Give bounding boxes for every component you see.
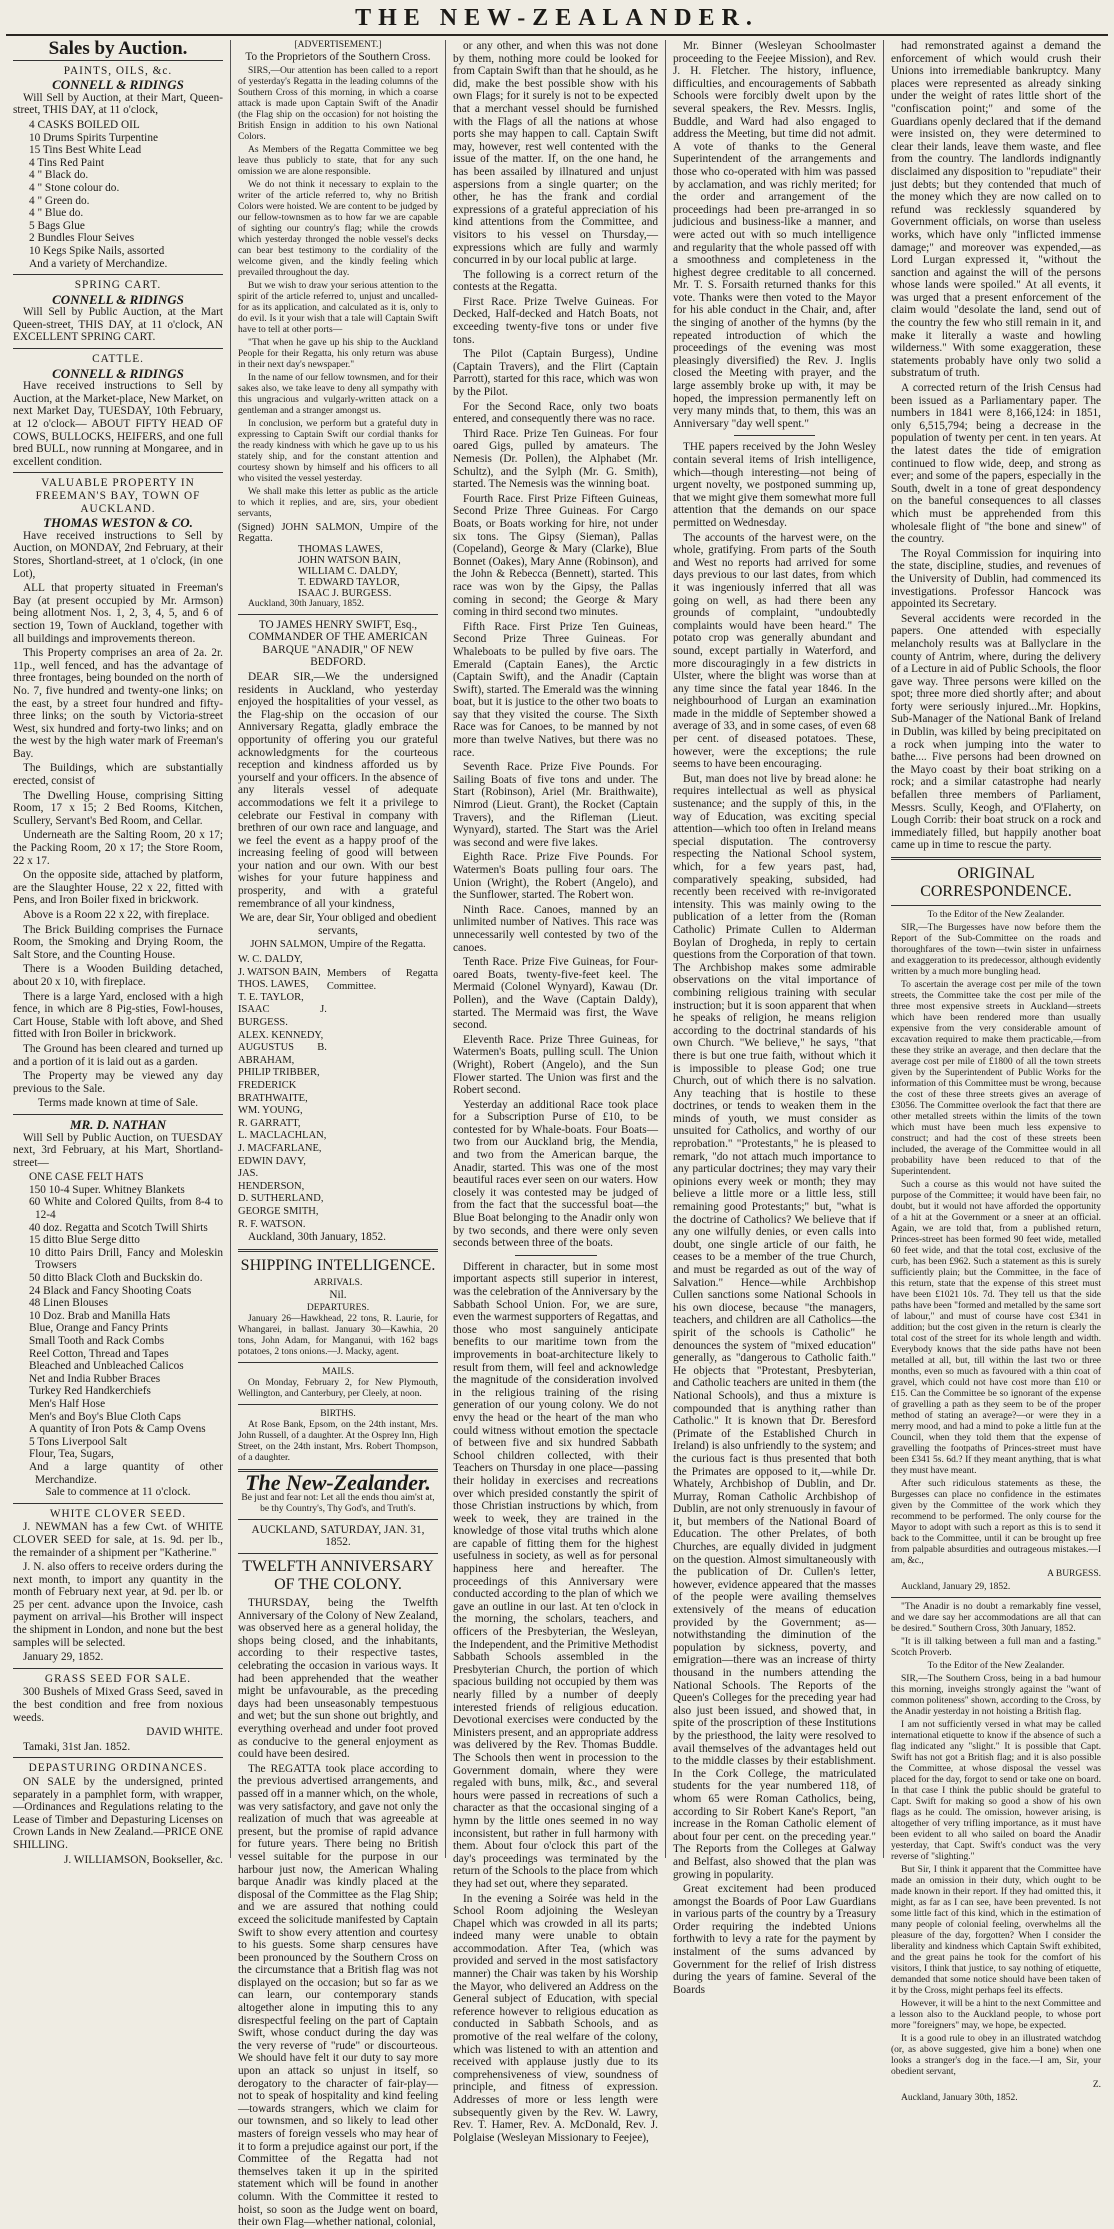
- article-paragraph: The accounts of the harvest were, on the whole, gratifying. From parts of the South and West no reports had arrived for some days previous to our last dates, from which it was ingeniously inferred that all was going on well, as had there been any grounds of complaint, "undoubtedly complaints would have been heard." The potato crop was generally abundant and sound, except partially in Waterford, and more discouragingly in a few districts in Ulster, where the blight was worse than at any time since the fatal year 1846. In the neighbourhood of Lurgan an examination made in the middle of September showed a average of 33, and in some cases, of even 68 per cent. of diseased potatoes. These, however, were the exceptions; the rule seems to have been encouraging.: [673, 531, 876, 771]
- divider: [13, 1114, 223, 1115]
- masthead: THE NEW-ZEALANDER.: [355, 5, 759, 31]
- committee-name: THOS. LAWES,: [238, 979, 309, 991]
- article-paragraph: THURSDAY, being the Twelfth Anniversary of the Colony of New Zealand, was observed here as a general holiday, the shops being closed, and the inhabitants, according to their respective tastes, celebrating the occasion in various ways. It had been apprehended that the weather might be unfavourable, as the preceding days had been unseasonably tempestuous and wet; but the sun shone out brightly, and everything overhead and under foot proved as conducive to the general enjoyment as could have been desired.: [238, 1597, 438, 1761]
- subheading: ARRIVALS.: [313, 1277, 363, 1288]
- letter-paragraph: In the name of our fellow townsmen, and for their sakes also, we take leave to deny all sympathy with this ungracious and vulgarly-written attack on a gentleman and a stranger amongst us.: [238, 372, 438, 416]
- ad-text: Have received instructions to Sell by Auction, at the Market-place, New Market, on next Market Day, TUESDAY, 10th February, at 12 o'clock— ABOUT FIFTY HEAD OF COWS, BULLOCKS, HEIFERS, and one full bred BULL, now running at Mongaree, and in excellent condition.: [13, 380, 223, 468]
- list-item: 48 Linen Blouses: [29, 1297, 109, 1310]
- ad-text: J. NEWMAN has a few Cwt. of WHITE CLOVER SEED for sale, at 1s. 9d. per lb., the remainder of a shipment per "Katherine.": [13, 1521, 223, 1559]
- divider: [238, 1553, 438, 1554]
- list-item: ONE CASE FELT HATS: [29, 1171, 144, 1184]
- article-paragraph: Different in character, but in some most important aspects still superior in interest, was the celebration of the Anniversary by the Sabbath School Union. For, we are sure, even the warmest supporters of Regattas, and those who most sanguinely anticipate benefits to our maritime town from the improvements in boat-architecture likely to result from them, will feel and acknowledge the magnitude of the consideration involved in the religious training of the rising generation of our young colony. We do not envy the head or the heart of the man who could witness without emotion the spectacle of between five and six hundred Sabbath School children collected, with their Teachers on Thursday in one place—passing their holiday in exercises and recreations over which presided constantly the spirit of those Christian instructions by which, from week to week, they are trained in the knowledge of those vital truths which alone are capable of fitting them for the highest usefulness in society, as well as for personal happiness here and hereafter. The proceedings of this Anniversary were conducted according to the plan of which we gave an outline in our last. At ten o'clock in the morning, the scholars, teachers, and officers of the Presbyterian, the Wesleyan, the Independent, and the Primitive Methodist Sabbath Schools assembled in the Presbyterian Church, the portion of which spacious building not occupied by them was nearly filled by a number of deeply interested friends of religious education. Devotional exercises were conducted by the Ministers present, and an appropriate address was delivered by the Rev. Thomas Buddle. The Schools then went in procession to the Government domain, where they were regaled with buns, milk, &c., and several hours were passed in recreations of such a character as that the occasional singing of a hymn by the little ones seemed in no way inconsistent, but rather in full harmony with them. About four o'clock this part of the day's proceedings was terminated by the return of the Schools to the place from which they had set out, where they separated.: [453, 1260, 658, 1890]
- ad-intro: Will Sell by Auction, at their Mart, Queen-street, THIS DAY, at 11 o'clock,: [13, 91, 223, 117]
- race-result: Fourth Race. First Prize Fifteen Guineas, Second Prize Three Guineas. For Cargo Boats, or Boats working for hire, not under six tons. The Gipsy (Sieman), Pallas (Copeland), George & Mary (Clarke), Blue Bonnet (Oakes), Mary Anne (Robinson), and the John & Rebecca (Bennett), started. This race was won by the Gipsy, the Pallas coming in second; the George & Mary coming in third second two minutes.: [453, 492, 658, 619]
- race-result: Eleventh Race. Prize Three Guineas, for Watermen's Boats, pulling scull. The Union (Wright), Robert (Angelo), and the Sun Flower started. The Union was first and the Robert second.: [453, 1033, 658, 1097]
- auctioneer: CONNELL & RIDINGS: [52, 291, 184, 307]
- ad-heading: CATTLE.: [92, 353, 144, 366]
- committee-name: T. E. TAYLOR,: [238, 991, 304, 1003]
- letter-date: Auckland, 30th January, 1852.: [248, 598, 364, 609]
- list-item: 40 doz. Regatta and Scotch Twill Shirts: [29, 1221, 208, 1234]
- ad-paragraph: Have received instructions to Sell by Auction, on MONDAY, 2nd February, at their Stores, Shortland-street, at 1 o'clock, (in one Lot),: [13, 529, 223, 580]
- ad-cattle: [13, 353, 223, 468]
- letter-paragraph: Such a course as this would not have suited the purpose of the Committee; it would have been fair, no doubt, but it would not have afforded the opportunity of a hit at the Government or a sneer at an official. Again, we are told that, from a published return, Princes-street has been formed 90 feet wide, metalled 60 feet wide, and that the total cost, exclusive of the curb, has been £962. Such a statement as this is surely sufficiently plain; but the Committee, in the face of this return, state that the expense of this street must have been £1021 10s. 7d. They tell us that the side paths have been "formed and metalled by the same sort of labour," and must of course have cost £341 in addition; but the cost given in the return is clearly the total cost of the street for its whole length and width. Everybody knows that the side paths have not been metalled at all, but, till within the last two or three months, even so much as favoured with a thin coat of gravel, which could not have cost more than £10 or £15. Can the Committee be so ignorant of the expense of gravelling a path as they seem to be of the proper method of stating an average?—or were they in a merry mood, and had a mind to poke a little fun at the Council, when they told them that the expense of gravelling the footpaths of Princes-street must have been £341 5s. 6d.? If they meant anything, that is what they must have meant.: [891, 1180, 1101, 1476]
- ad-text: 300 Bushels of Mixed Grass Seed, saved in the best condition and free from noxious weeds.: [13, 1686, 223, 1724]
- shipping-intelligence: [238, 1257, 438, 1359]
- divider: [13, 1503, 223, 1504]
- article-title: TWELFTH ANNIVERSARY OF THE COLONY.: [242, 1558, 434, 1594]
- race-result: The Pilot (Captain Burgess), Undine (Captain Travers), and the Flirt (Captain Parrott), started for this race, which was won by the Pilot.: [453, 348, 658, 399]
- letter-signature: Z.: [1092, 2080, 1101, 2090]
- race-result: Yesterday an additional Race took place for a Subscription Purse of £10, to be contested for by Whale-boats. Four Boats—two from our Auckland brig, the Mendia, and two from the American barque, the Anadir, started. This was one of the most beautiful races ever seen on our waters. How closely it was contested may be judged of from the fact that the successful boat—the Blue Boat belonging to the Anadir only won by two seconds, and there were only seven seconds between three of the boats.: [453, 1098, 658, 1250]
- letter-addressee: To the Proprietors of the Southern Cross.: [245, 51, 431, 63]
- paper-title: The New-Zealander.: [245, 1470, 431, 1496]
- ad-paragraph: This Property comprises an area of 2a. 2r. 11p., well fenced, and has the advantage of three frontages, being bounded on the north of No. 7, five hundred and twenty-one links; on the east, by a street four hundred and fifty-three links; on the south by Victoria-street West, six hundred and forty-two links; and on the west by the high water mark of Freeman's Bay.: [13, 647, 223, 760]
- committee-label: Members of Regatta Committee.: [326, 968, 438, 992]
- column-1: [6, 38, 230, 1866]
- committee-letter: [238, 66, 438, 610]
- list-item: 10 Kegs Spike Nails, assorted: [29, 244, 165, 257]
- committee-name: FREDERICK BRATHWAITE,: [238, 1079, 308, 1104]
- ad-property: [13, 477, 223, 1110]
- arrivals-text: Nil.: [329, 1288, 347, 1301]
- ad-date: Tamaki, 31st Jan. 1852.: [23, 1740, 131, 1753]
- ad-heading: WHITE CLOVER SEED.: [49, 1507, 187, 1520]
- letter-paragraph: SIR,—The Burgesses have now before them the Report of the Sub-Committee on the roads and thoroughfares of the town—twin sister in unfairness and exaggeration to its predecessor, although evidently written by a much more bungling head.: [891, 923, 1101, 977]
- ad-paragraph: There is a Wooden Building detached, about 20 x 10, with fireplace.: [13, 963, 223, 988]
- letter-paragraph: But Sir, I think it apparent that the Committee have made an omission in their duty, which ought to be made known in their report. If they had omitted this, it might, as far as I can see, have been prevented. Is not some little fact of this kind, which in the estimation of many people of colonial feeling, overwhelms all the pleasure of the day, forgotten? When I consider the liberality and kindness which Captain Swift exhibited, and the great pains he took for the comfort of his visitors, I think that justice, to say nothing of etiquette, demanded that some notice should have been taken of it by the Cross, might perhaps feel its effects.: [891, 1865, 1101, 1996]
- list-item: Men's Half Hose: [29, 1397, 106, 1410]
- article-paragraph: or any other, and when this was not done by them, nothing more could be looked for from Captain Swift than that he should, as he did, make the best possible show with his own Flags; for it surely is not to be expected that a merchant vessel should be furnished with the Flags of all the nations at whose ports she may happen to call. Captain Swift may, however, rest well contented with the issue of the matter. If, on the one hand, he has been assailed by illnatured and unjust aspersions from a single quarter; on the other, he has the frank and cordial expressions of a grateful appreciation of his kind attentions from the Committee, and visitors to his vessel on Thursday,—expressions which are fully and warmly concurred in by our local public at large.: [453, 40, 658, 267]
- list-item: 4 CASKS BOILED OIL: [29, 118, 140, 131]
- list-item: Blue, Orange and Fancy Prints: [29, 1322, 168, 1335]
- signatory: (Signed) JOHN SALMON, Umpire of the Regatta.: [238, 521, 438, 544]
- divider: [13, 1668, 223, 1669]
- divider: [13, 472, 223, 473]
- ad-paints: [13, 65, 223, 271]
- race-result: For the Second Race, only two boats entered, and consequently there was no race.: [453, 400, 658, 426]
- births-text: At Rose Bank, Epsom, on the 24th instant, Mrs. John Russell, of a daughter. At the Osprey Inn, High Street, on the 24th instant, Mrs. Robert Thompson, of a daughter.: [238, 1420, 438, 1464]
- letter-paragraph: It is a good rule to obey in an illustrated watchdog (or, as above suggested, give him a bone) when one looks a stranger's dog in the face.—I am, Sir, your obedient servant,: [891, 2034, 1101, 2077]
- address-paragraph: DEAR SIR,—We the undersigned residents in Auckland, who yesterday enjoyed the hospitalities of your vessel, as the Flag-ship on the occasion of our Anniversary Regatta, gladly embrace the opportunity of offering you our grateful acknowledgments for the courteous reception and kindness afforded us by yourself and your officers. In the absence of any literals vessel of adequate accommodations we felt it a privilege to celebrate our Festival in company with brethren of our own race and language, and we feel the event as a happy proof of the increasing feeling of good will between your nation and our own. With our best wishes for your future happiness and prosperity, and with a grateful remembrance of all your kindness,: [238, 670, 438, 910]
- sales-header: Sales by Auction.: [48, 38, 188, 59]
- list-item: 5 Bags Glue: [29, 219, 85, 232]
- letter-paragraph: As Members of the Regatta Committee we beg leave thus publicly to state, that for any such omission we are alone responsible.: [238, 144, 438, 177]
- committee-name: L. MACLACHLAN,: [238, 1130, 327, 1142]
- committee-name: R. F. WATSON.: [238, 1218, 306, 1230]
- masthead-rule: [6, 34, 1108, 36]
- divider: [238, 1404, 438, 1405]
- committee-name: ISAAC J. BURGESS.: [238, 1004, 327, 1028]
- letter-burgess: [891, 910, 1101, 1593]
- letter-paragraph: SIRS,—Our attention has been called to a report of yesterday's Regatta in the leading columns of the Southern Cross of this morning, in which a coarse attack is made upon Captain Swift of the Anadir (the Flag ship on the occasion) for not hoisting the British Ensign in addition to his own National Colors.: [238, 65, 438, 142]
- motto: Be just and fear not: Let all the ends thou aim'st at, be thy Country's, Thy God's, and Truth's.: [241, 1492, 435, 1514]
- committee-name: WM. YOUNG,: [238, 1105, 303, 1117]
- letter-paragraph: In conclusion, we perform but a grateful duty in expressing to Captain Swift our cordial thanks for the ready kindness with which he gave up to us his stately ship, and for the constant attention and courtesy shown by himself and his officers to all who visited the vessel yesterday.: [238, 418, 438, 484]
- ad-heading: VALUABLE PROPERTY IN FREEMAN'S BAY, TOWN OF AUCKLAND.: [35, 477, 201, 515]
- list-item: 4 Tins Red Paint: [29, 156, 105, 169]
- article-paragraph: But, man does not live by bread alone: he requires intellectual as well as physical sustenance; and the supply of this, in the way of Education, was exciting special attention—which too often in Ireland means special disputation. The controversy respecting the National School system, which, for a few years past, had, comparatively speaking, subsided, had recently been received with re-invigorated intensity. This was mainly owing to the publication of a letter from the (Roman Catholic) Primate Cullen to Alderman Boylan of Drogheda, in reply to certain questions from the Corporation of that town. The Archbishop makes some admirable observations on the vital importance of combining religious training with secular instruction; but it is soon apparent that when he speaks of religion, he means religion according to the doctrinal standards of his own Church. "We believe," he says, "that there is but one true faith, without which it is impossible to please God; one true Church, out of which there is no salvation. Any teaching that is hostile to these doctrines, or tends to weaken them in the minds of youth, we must consider as unsuited for Catholics, and worthy of our reprobation." "Protestants," he is pleased to remark, "do not attach much importance to any particular doctrines; they may vary their opinions every week or month; they may believe a little more or a little less, still remaining good Protestants;" but, "what is the doctrine of Catholics? We believe that if any one wilfully denies, or even calls into doubt, one single article of our faith, he ceases to be a member of the true Church, and must be regarded as out of the way of Salvation." Hence—while Archbishop Cullen sanctions some National Schools in his own diocese, because "the managers, teachers, and children are all Catholics—the spirit of the schools is Catholic" he denounces the system of "mixed education" generally, as "dangerous to Catholic faith." He objects that "Protestant, Presbyterian, and Catholic teachers are united in them (the National Schools), and thus a mixture is compounded that is anything rather than Catholic." It is known that Dr. Beresford (Primate of the Established Church in Ireland) is also unfriendly to the system; and the curious fact is thus presented that both the Primates are opposed to it,—while Dr. Whately, Archbishop of Dublin, and Dr. Murray, Roman Catholic Archbishop of Dublin, are not only strenuously in favour of it, but members of the National Board of Education. The other Prelates, of both Churches, are equally divided in judgment on the question. Almost simultaneously with the publication of Dr. Cullen's letter, however, evidence appeared that the masses of the people were availing themselves extensively of the means of education provided by the Government; as—notwithstanding the diminution of the population by sickness, poverty, and emigration—there was an increase of thirty thousand in the numbers attending the National Schools. The Reports of the Queen's Colleges for the preceding year had also just been issued, and showed that, in spite of the proscription of these Institutions by the priesthood, the laity were resolved to avail themselves of the advantages held out to the middle classes by their establishment. In the Cork College, the matriculated students for the year numbered 118, of whom 65 were Roman Catholics, being, according to Sir Robert Kane's Report, "an increase in the Roman Catholic element of about four per cent. on the preceding year." The Reports from the Colleges at Galway and Belfast, also showed that the plan was growing in popularity.: [673, 772, 876, 1881]
- ad-text: J. N. also offers to receive orders during the next month, to import any quantity in the month of February next year, at 9d. per lb. or 25 per cent. advance upon the Invoice, cash payment on arrival—his Brother will inspect the shipment in London, and none but the best samples will be selected.: [13, 1561, 223, 1649]
- ad-paragraph: Above is a Room 22 x 22, with fireplace.: [23, 909, 210, 921]
- ad-paragraph: ALL that property situated in Freeman's Bay (at present occupied by Mr. Armson) being allotment Nos. 1, 2, 3, 4, 5, and 6 of section 19, Town of Auckland, together with all buildings and improvements thereon.: [13, 582, 223, 645]
- divider: [238, 1249, 438, 1252]
- departures-text: January 26—Hawkhead, 22 tons, R. Laurie, for Whangarei, in ballast. January 30—Kawhia, 20 tons, John Adam, for Manganui, with 162 bags potatoes, 2 tons onions.—J. Macky, agent.: [238, 1314, 438, 1358]
- ad-grass: [13, 1673, 223, 1754]
- ad-heading: DEPASTURING ORDINANCES.: [28, 1762, 208, 1775]
- divider: [515, 1255, 597, 1256]
- letter-paragraph: "That when he gave up his ship to the Auckland People for their Regatta, his only return was abuse in their next day's newspaper.": [238, 337, 438, 370]
- address-to-captain: [238, 619, 438, 1244]
- ad-intro: Will Sell by Public Auction, on TUESDAY next, 3rd February, at his Mart, Shortland-street—: [13, 1131, 223, 1169]
- article-paragraph: The REGATTA took place according to the previous advertised arrangements, and passed off in a manner which, on the whole, was very satisfactory, and gave not only the realization of much that was agreeable at present, but the promise of rapid advance for future years. There being no British vessel suitable for the purpose in our harbour just now, the American Whaling barque Anadir was kindly placed at the disposal of the Committee as the Flag Ship; and we are assured that nothing could exceed the solicitude manifested by Captain Swift to show every attention and courtesy to his guests. Some sharp censures have been pronounced by the Southern Cross on the circumstance that a British flag was not displayed on the occasion; but so far as we can learn, our contemporary stands altogether alone in imputing this to any disrespectful feeling on the part of Captain Swift, whose conduct during the day was the very reverse of "rude" or discourteous. We should have felt it our duty to say more upon an attack so unjust in itself, so derogatory to the character of fair-play—not to speak of hospitality and kind feeling—towards strangers, which we claim for our townsmen, and so likely to lead other masters of foreign vessels who may hear of it to form a prejudice against our port, if the Committee of the Regatta had not themselves taken it up in the spirited statement which will be found in another column. With the Committee it rested to hoist, so soon as the Judge went on board, their own Flag—whether national, colonial,: [238, 1762, 438, 2229]
- ad-clover: [13, 1508, 223, 1664]
- ad-hats: [13, 1116, 223, 1499]
- ad-paragraph: The Property may be viewed any day previous to the Sale.: [13, 1070, 223, 1095]
- ad-text: Will Sell by Public Auction, at the Mart Queen-street, THIS DAY, at 11 o'clock, AN EXCELLENT SPRING CART.: [13, 306, 223, 344]
- subheading: DEPARTURES.: [306, 1303, 370, 1314]
- ad-pasturing: [13, 1762, 223, 1866]
- committee-name: PHILIP TRIBBER,: [238, 1067, 320, 1079]
- list-item: 4 " Stone colour do.: [29, 181, 120, 194]
- committee-name: ALEX. KENNEDY,: [238, 1029, 324, 1041]
- race-result: Third Race. Prize Ten Guineas. For four oared Gigs, pulled by amateurs. The Nemesis (Dr. Pollen), the Alphabet (Mr. Schultz), and the Sylph (Mr. G. Smith), started. The Nemesis was the winning boat.: [453, 427, 658, 491]
- divider: [734, 435, 815, 436]
- ad-paragraph: Underneath are the Salting Room, 20 x 17; the Packing Room, 20 x 17; the Store Room, 22 x 17.: [13, 829, 223, 867]
- committee-name: J. WATSON BAIN,: [238, 966, 321, 978]
- list-item: And a variety of Merchandize.: [29, 257, 168, 270]
- list-item: 5 Tons Liverpool Salt: [29, 1435, 127, 1448]
- letter-paragraph: I am not sufficiently versed in what may be called international etiquette to know if the absence of such a flag indicated any "slight." It is possible that Capt. Swift has not got a British flag; and it is also possible the Committee, at whose disposal the vessel was placed for the day, forgot to send or take one on board. In that case I think the public should be grateful to Capt. Swift for making so good a show of his own flags as he could. The omission, however arising, is altogether of very trifling importance, as it must have been evident to all who sailed on board the Anadir yesterday, that Capt. Swift's conduct was the very reverse of "slighting.": [891, 1720, 1101, 1862]
- letter-signature: A BURGESS.: [1047, 1569, 1101, 1579]
- article-paragraph: The following is a correct return of the contests at the Regatta.: [453, 268, 658, 294]
- signatory: WILLIAM C. DALDY,: [298, 565, 398, 577]
- auctioneer: THOMAS WESTON & CO.: [43, 515, 193, 531]
- columns: [6, 38, 1108, 2229]
- signatory: JOHN WATSON BAIN,: [298, 554, 401, 566]
- list-item: 4 " Blue do.: [29, 207, 84, 220]
- article-paragraph: Mr. Binner (Wesleyan Schoolmaster proceeding to the Feejee Mission), and Rev. J. H. Fletcher. The history, influence, difficulties, and encouragements of Sabbath Schools were forcibly dwelt upon by the several speakers, the Rev. Messrs. Inglis, Buddle, and Ward had also engaged to address the Meeting, but time did not admit. A vote of thanks to the General Superintendent of the arrangements and those who co-operated with him was passed by acclamation, and was richly merited; for the order and arrangement of the proceedings had been pre-arranged in so judicious and business-like a manner, and were acted out with so much intelligence and regularity that the whole passed off with a smoothness and completeness in the highest degree creditable to all concerned. Mr. T. S. Forsaith returned thanks for this vote. Thanks were then voted to the Mayor for his able conduct in the Chair, and, after the singing of another of the hymns (by the repeated introduction of which the proceedings of the evening was most pleasingly diversified) the Rev. J. Inglis closed the Meeting with prayer, and the large assembly broke up with, it may be hoped, the impression permanently left on very many minds that, to them, this was an Anniversary "day well spent.": [673, 40, 876, 430]
- advertisement-label: [ADVERTISEMENT.]: [294, 40, 382, 50]
- divider: [891, 905, 1101, 906]
- committee-names: [238, 954, 327, 1231]
- ad-footer: Sale to commence at 11 o'clock.: [45, 1486, 191, 1499]
- letter-paragraph: We shall make this letter as public as the article to which it replies, and are, sirs, your obedient servants,: [238, 486, 438, 519]
- list-item: 4 " Green do.: [29, 194, 90, 207]
- signatory: ISAAC J. BURGESS.: [298, 587, 392, 599]
- section-heading: SHIPPING INTELLIGENCE.: [240, 1256, 436, 1274]
- column-5: [883, 40, 1108, 2103]
- race-result: Tenth Race. Prize Five Guineas, for Four-oared Boats, twenty-five-feet keel. The Mermaid (Colonel Wynyard), Kawau (Dr. Pollen), and the Wave (Captain Daldy), started. The Mermaid was first, the Wave second.: [453, 956, 658, 1032]
- address-date: Auckland, 30th January, 1852.: [248, 1231, 386, 1244]
- section-heading: ORIGINAL CORRESPONDENCE.: [920, 865, 1072, 900]
- signatory: THOMAS LAWES,: [298, 543, 383, 555]
- list-item: 150 10-4 Super. Whitney Blankets: [29, 1183, 185, 1196]
- ad-text: ON SALE by the undersigned, printed separately in a pamphlet form, with wrapper,—Ordinances and Regulations relating to the Lease of Timber and Depasturing Licenses on Crown Lands in New Zealand.—PRICE ONE SHILLING.: [13, 1776, 223, 1851]
- letter-z: [891, 1661, 1101, 2104]
- subheading: MAILS.: [322, 1367, 354, 1378]
- ad-heading: GRASS SEED FOR SALE.: [44, 1672, 192, 1685]
- list-item: 4 " Black do.: [29, 169, 89, 182]
- ad-paragraph: The Buildings, which are substantially erected, consist of: [13, 762, 223, 788]
- list-item: Flour, Tea, Sugars,: [29, 1448, 114, 1461]
- ad-paragraph: Terms made known at time of Sale.: [37, 1097, 199, 1110]
- letter-addressee: To the Editor of the New Zealander.: [927, 910, 1065, 920]
- list-item: 24 Black and Fancy Shooting Coats: [29, 1284, 192, 1297]
- column-3: [445, 40, 665, 2144]
- committee-name: JAS. HENDERSON,: [238, 1168, 305, 1192]
- column-4: [665, 40, 883, 1996]
- article-paragraph: Great excitement had been produced amongst the Boards of Poor Law Guardians in various parts of the country by a Treasury Order requiring the indebted Unions forthwith to levy a rate for the payment by instalment of the sums advanced by Government for the relief of Irish distress during the years of famine. Several of the Boards: [673, 1883, 876, 1996]
- list-item: 50 ditto Black Cloth and Buckskin do.: [29, 1272, 203, 1285]
- committee-block: [238, 954, 438, 1231]
- committee-name: EDWIN DAVY,: [238, 1155, 306, 1167]
- divider: [13, 348, 223, 349]
- race-result: Eighth Race. Prize Five Pounds. For Watermen's Boats pulling four oars. The Union (Wright), the Robert (Angelo), and the Sunflower, started. The Robert won.: [453, 851, 658, 902]
- ad-paragraph: The Brick Building comprises the Furnace Room, the Smoking and Drying Room, the Salt Store, and the Counting House.: [13, 923, 223, 961]
- divider: [238, 1519, 438, 1520]
- list-item: Small Tooth and Rack Combs: [29, 1335, 165, 1347]
- list-item: 10 Doz. Brab and Manilla Hats: [29, 1309, 171, 1322]
- quote: "The Anadir is no doubt a remarkably fine vessel, and we dare say her accommodations are all that can be desired." Southern Cross, 30th January, 1852.: [891, 1602, 1101, 1634]
- list-item: 10 Drums Spirits Turpentine: [29, 131, 158, 144]
- auctioneer: CONNELL & RIDINGS: [52, 365, 184, 381]
- divider: [891, 857, 1101, 860]
- ad-cart: [13, 279, 223, 344]
- item-list: [13, 1171, 223, 1486]
- article-paragraph: Several accidents were recorded in the papers. One attended with especially melancholy results was at Ballyclare in the county of Antrim, where, during the delivery of a Lecture in aid of Public Schools, the floor gave way. Three persons were killed on the spot; three more died shortly after; and about forty were seriously injured...Mr. Hopkins, Sub-Manager of the National Bank of Ireland in Dublin, was killed by being precipitated on a rock when jumping into the water to bathe.... Five persons had been drowned on the Mayo coast by their boat striking on a rock; and a similar catastrophe had nearly befallen three members of Parliament, Messrs. Scully, Keogh, and O'Flaherty, on Lough Corrib: their boat struck on a rock and immediately filled, but happily another boat came up in time to rescue the party.: [891, 612, 1101, 852]
- address-paragraph: We are, dear Sir, Your obliged and obedient servants,: [239, 912, 437, 937]
- address-heading: TO JAMES HENRY SWIFT, Esq., COMMANDER OF THE AMERICAN BARQUE "ANADIR," OF NEW BEDFORD.: [248, 618, 428, 669]
- article-paragraph: The Royal Commission for inquiring into the state, discipline, studies, and revenues of the University of Dublin, had commenced its investigations. Professor Hancock was appointed its Secretary.: [891, 547, 1101, 611]
- letter-paragraph: But we wish to draw your serious attention to the spirit of the article referred to, unjust and uncalled-for as its application, and calculated as it is, only to do evil. Is it your wish that a tale will Captain Swift have to tell at other ports—: [238, 280, 438, 335]
- quotes: [891, 1602, 1101, 1659]
- subheading: BIRTHS.: [320, 1409, 356, 1420]
- signatory: T. EDWARD TAYLOR,: [298, 576, 400, 588]
- committee-name: GEORGE SMITH,: [238, 1205, 319, 1217]
- committee-name: J. MACFARLANE,: [238, 1142, 322, 1154]
- list-item: 60 White and Colored Quilts, from 8-4 to 12-4: [29, 1196, 223, 1222]
- ad-signature: DAVID WHITE.: [146, 1726, 223, 1739]
- address-signer: JOHN SALMON, Umpire of the Regatta.: [250, 939, 426, 951]
- ad-signature: J. WILLIAMSON, Bookseller, &c.: [63, 1853, 223, 1866]
- column-2: [230, 40, 445, 2229]
- quote: "It is ill talking between a full man and a fasting." Scotch Proverb.: [891, 1637, 1101, 1658]
- letter-date: Auckland, January 30th, 1852.: [901, 2093, 1018, 2103]
- ad-paragraph: On the opposite side, attached by platform, are the Slaughter House, 22 x 22, fitted with Pens, and Iron Boiler fixed in brickwork.: [13, 869, 223, 907]
- list-item: 10 ditto Pairs Drill, Fancy and Moleskin Trowsers: [29, 1246, 223, 1272]
- divider: [238, 614, 438, 615]
- list-item: Turkey Red Handkerchiefs: [29, 1385, 151, 1398]
- committee-name: W. C. DALDY,: [238, 954, 303, 966]
- list-item: A quantity of Iron Pots & Camp Ovens: [29, 1423, 206, 1436]
- list-item: 15 ditto Blue Serge ditto: [29, 1234, 140, 1247]
- ad-paragraph: The Dwelling House, comprising Sitting Room, 17 x 15; 2 Bed Rooms, Kitchen, Scullery, Servant's Bed Room, and Cellar.: [13, 789, 223, 827]
- letter-date: Auckland, January 29, 1852.: [901, 1582, 1011, 1592]
- race-result: Seventh Race. Prize Five Pounds. For Sailing Boats of five tons and under. The Start (Robinson), Ariel (Mr. Braithwaite), Nimrod (Lieut. Grant), the Rocket (Captain Travers), and the Rifleman (Lieut. Wynyard), started. The Start was the Ariel was second and were five lakes.: [453, 761, 658, 849]
- article-paragraph: had remonstrated against a demand the enforcement of which would crush their Unions into irremediable bankruptcy. Many places were represented as already sinking under the weight of rates little short of the "confiscation point;" and some of the Guardians openly declared that if the demand were insisted on, they were determined to clear their lands, leave them waste, and flee from the country. The landlords indignantly disclaimed any disposition to "repudiate" their just debts; but they contended that much of the money which they are now called on to refund was recklessly squandered by Government officials, on worse than useless works, which have only "inflicted immense damage;" and moreover was expended,—as Lord Lurgan expressed it, "without the sanction and against the will of the persons whose lands were spoiled." At all events, it was urged that a present enforcement of the claim would "desolate the land, send out of the country the few who still remain in it, and make it literally a waste and howling wilderness." With some exaggeration, these statements probably have only two solid a substratum of truth.: [891, 40, 1101, 380]
- divider: [13, 60, 223, 61]
- ad-paragraph: There is a large Yard, enclosed with a high fence, in which are 8 Pig-sties, Fowl-houses, Cart House, Stable with loft above, and Shed fitted with Iron Boiler in brickwork.: [13, 990, 223, 1041]
- article-paragraph: A corrected return of the Irish Census had been issued as a Parliamentary paper. The numbers in 1841 were 8,166,124: in 1851, only 6,515,794; being a decrease in the population of twenty per cent. in ten years. At the latest dates the tide of emigration continued to flow wide, deep, and strong as ever; and some of the papers, especially in the South, dwelt in a tone of great despondency on the baneful consequences to all classes which must be apprehended from this wholesale flight of "the bone and sinew" of the country.: [891, 382, 1101, 546]
- list-item: 2 Bundles Flour Seives: [29, 232, 135, 245]
- list-item: Net and India Rubber Braces: [29, 1372, 161, 1385]
- letter-paragraph: After such ridiculous statements as these, the Burgesses can place no confidence in the estimates given by the Committee of the work which they recommend to be performed. The only course for the Mayor to adopt with such a report as this is to send it back to the Committee, until it can be brought up free from palpable absurdities and outrageous mistakes.—I am, &c.,: [891, 1479, 1101, 1566]
- letter-paragraph: To ascertain the average cost per mile of the town streets, the Committee take the cost per mile of the three most expensive streets in Auckland—streets which have been rendered more than usually expensive from the very considerable amount of excavation required to make them practicable,—from these they strike an average, and then declare that the average cost per mile of £1800 of all the town streets given by the Superintendent of Public Works for the information of this Committee must be wrong, because the cost of these three streets gives an average of £3056. The Committee overlook the fact that there are other metalled streets within the limits of the town which must have been much less expensive to construct; and had the cost of these streets been included, the average of the Committee would in all probability have been reduced to that of the Superintendent.: [891, 980, 1101, 1177]
- race-result: Fifth Race. First Prize Ten Guineas, Second Prize Three Guineas. For Whaleboats to be pulled by five oars. The Emerald (Captain Eanes), the Arctic (Captain Swift), and the Anadir (Captain Swift), started. The Emerald was the winning boat, but it is justice to the other two boats to say that they visited the course. The Sixth Race was for Canoes, to be manned by not more than twelve Natives, but there was no race.: [453, 620, 658, 759]
- divider: [13, 274, 223, 275]
- ad-heading: SPRING CART.: [74, 279, 162, 292]
- committee-name: R. GARRATT,: [238, 1117, 301, 1129]
- ad-heading: PAINTS, OILS, &c.: [63, 64, 173, 77]
- letter-paragraph: However, it will be a hint to the next Committee and a lesson also to the Auckland people, to whose port more "foreigners" may, we hope, be expected.: [891, 1999, 1101, 2031]
- list-item: Bleached and Unbleached Calicos: [29, 1360, 184, 1373]
- mails: [238, 1367, 438, 1400]
- divider: [238, 1362, 438, 1363]
- auctioneer: CONNELL & RIDINGS: [52, 77, 184, 93]
- ad-date: January 29, 1852.: [23, 1651, 104, 1664]
- committee-name: D. SUTHERLAND,: [238, 1193, 324, 1205]
- letter-addressee: To the Editor of the New Zealander.: [927, 1661, 1065, 1671]
- divider: [891, 1597, 1101, 1598]
- list-item: 15 Tins Best White Lead: [29, 144, 142, 157]
- list-item: Reel Cotton, Thread and Tapes: [29, 1347, 169, 1360]
- letter-paragraph: SIR,—The Southern Cross, being in a bad humour this morning, inveighs strongly against the "want of common politeness" shown, according to the Cross, by the Anadir yesterday in not hoisting a British flag.: [891, 1674, 1101, 1717]
- list-item: Men's and Boy's Blue Cloth Caps: [29, 1410, 181, 1423]
- ad-paragraph: The Ground has been cleared and turned up and a portion of it is laid out as a garden.: [13, 1042, 223, 1068]
- list-item: And a large quantity of other Merchandize.: [29, 1460, 223, 1486]
- committee-name: AUGUSTUS B. ABRAHAM,: [238, 1042, 327, 1066]
- article-paragraph: THE papers received by the John Wesley contain several items of Irish intelligence, which—though interesting—not being of urgent novelty, we postponed summing up, that we might give them somewhat more full attention that the demands on our space permitted on Wednesday.: [673, 441, 876, 529]
- divider: [13, 1757, 223, 1758]
- auctioneer: MR. D. NATHAN: [69, 1116, 167, 1132]
- race-result: First Race. Prize Twelve Guineas. For Decked, Half-decked and Hatch Boats, not exceeding twenty-five tons or under five tons.: [453, 295, 658, 346]
- article-paragraph: In the evening a Soirée was held in the School Room adjoining the Wesleyan Chapel which was crowded in all its parts; indeed many were unable to obtain accommodation. After Tea, (which was provided and served in the most satisfactory manner) the Chair was taken by his Worship the Mayor, who delivered an Address on the General subject of Education, with special reference however to religious education as conducted in Sabbath Schools, and as promotive of the real welfare of the colony, which was listened to with an attention and received with applause justly due to its comprehensiveness of view, soundness of principle, and fitness of expression. Addresses of more or less length were subsequently given by the Rev. W. Lawry, Rev. T. Hamer, Rev. A. McDonald, Rev. J. Polglaise (Wesleyan Missionary to Feejee),: [453, 1892, 658, 2144]
- signatories: [238, 522, 438, 599]
- race-result: Ninth Race. Canoes, manned by an unlimited number of Natives. This race was unnecessarily well contested by two of the canoes.: [453, 903, 658, 954]
- letter-paragraph: We do not think it necessary to explain to the writer of the article referred to, why no British Colors were hoisted. We are content to be judged by our fellow-townsmen as to how far we are capable of sighting our country's flag; while the crowds which yesterday thronged the noble vessel's decks can bear best testimony to the cordiality of the welcome given, and the kindly feeling which prevailed throughout the day.: [238, 179, 438, 278]
- dateline: AUCKLAND, SATURDAY, JAN. 31, 1852.: [251, 1523, 425, 1549]
- item-list: [13, 119, 223, 270]
- births: [238, 1409, 438, 1464]
- mails-text: On Monday, February 2, for New Plymouth, Wellington, and Canterbury, per Cleely, at noon.: [238, 1378, 438, 1400]
